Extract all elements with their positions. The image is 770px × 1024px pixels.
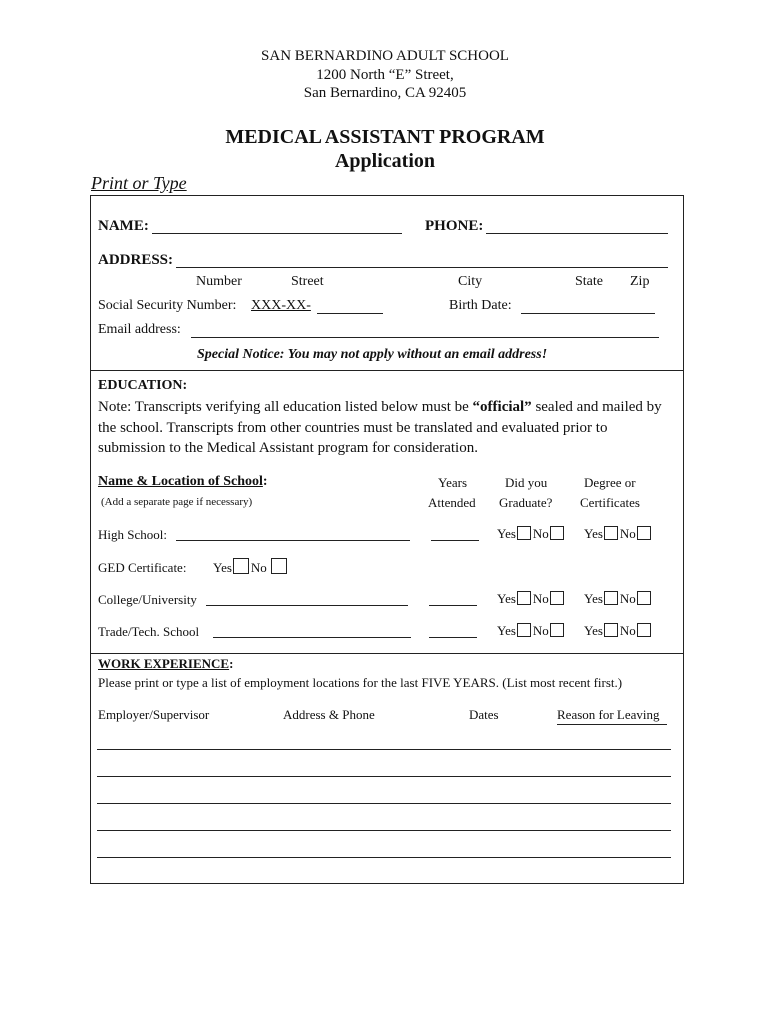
college-label: College/University [98, 592, 197, 607]
high-school-graduate-yes-checkbox[interactable] [517, 526, 531, 540]
address-field[interactable] [176, 267, 668, 268]
college-degree-options [584, 591, 653, 607]
address-state-caption: State [575, 274, 603, 289]
no-label: No [619, 526, 636, 541]
birth-date-label: Birth Date: [449, 298, 512, 313]
no-label: No [250, 560, 267, 575]
work-entry-line[interactable] [97, 803, 671, 804]
print-or-type-label: Print or Type [91, 173, 187, 193]
address-city-caption: City [458, 274, 483, 289]
employer-column-header: Employer/Supervisor [98, 707, 210, 722]
ged-no-checkbox[interactable] [271, 558, 287, 574]
college-degree-no-checkbox[interactable] [637, 591, 651, 605]
no-label: No [619, 623, 636, 638]
school-name: SAN BERNARDINO ADULT SCHOOL [261, 48, 509, 64]
high-school-years-field[interactable] [431, 540, 479, 541]
address-number-caption: Number [196, 274, 242, 289]
ged-label: GED Certificate: [98, 560, 187, 575]
work-entry-line[interactable] [97, 830, 671, 831]
address-column-header: Address & Phone [283, 707, 375, 722]
email-label: Email address: [98, 322, 181, 337]
form-title: Application [334, 150, 436, 172]
ssn-prefix: XXX-XX- [251, 298, 311, 313]
trade-school-years-field[interactable] [429, 637, 477, 638]
school-address-line1: 1200 North “E” Street, [316, 67, 454, 83]
school-column-heading [98, 474, 268, 490]
college-years-field[interactable] [429, 605, 477, 606]
program-title: MEDICAL ASSISTANT PROGRAM [225, 126, 545, 148]
work-entry-line[interactable] [97, 857, 671, 858]
trade-graduate-options [497, 623, 566, 639]
college-degree-yes-checkbox[interactable] [604, 591, 618, 605]
graduate-header-line2: Graduate? [499, 495, 553, 510]
yes-label: Yes [584, 526, 603, 541]
name-label: NAME: [98, 218, 149, 234]
special-notice: Special Notice: You may not apply without an email address! [197, 347, 548, 362]
graduate-header-line1: Did you [505, 475, 548, 490]
phone-label: PHONE: [425, 218, 484, 234]
yes-label: Yes [213, 560, 232, 575]
trade-degree-no-checkbox[interactable] [637, 623, 651, 637]
education-note-line3: submission to the Medical Assistant program for consideration. [98, 440, 478, 456]
ssn-label: Social Security Number: [98, 298, 237, 313]
section-divider-work [90, 653, 684, 654]
work-experience-instruction: Please print or type a list of employment locations for the last FIVE YEARS. (List most recent first.) [98, 675, 623, 690]
trade-school-name-field[interactable] [213, 637, 411, 638]
high-school-graduate-no-checkbox[interactable] [550, 526, 564, 540]
trade-school-label: Trade/Tech. School [98, 624, 200, 639]
education-note-emphasis: “official” [472, 399, 532, 415]
no-label: No [532, 591, 549, 606]
trade-graduate-no-checkbox[interactable] [550, 623, 564, 637]
yes-label: Yes [497, 623, 516, 638]
work-experience-heading [98, 656, 233, 672]
dates-column-header: Dates [469, 707, 499, 722]
no-label: No [532, 623, 549, 638]
work-entry-line[interactable] [97, 749, 671, 750]
education-heading: EDUCATION: [98, 378, 188, 393]
college-graduate-yes-checkbox[interactable] [517, 591, 531, 605]
high-school-graduate-options [497, 526, 566, 542]
yes-label: Yes [584, 623, 603, 638]
address-street-caption: Street [291, 274, 324, 289]
yes-label: Yes [497, 526, 516, 541]
degree-header-line1: Degree or [584, 475, 636, 490]
high-school-degree-options [584, 526, 653, 542]
college-graduate-options [497, 591, 566, 607]
trade-graduate-yes-checkbox[interactable] [517, 623, 531, 637]
high-school-name-field[interactable] [176, 540, 410, 541]
school-column-heading-text: Name & Location of School [98, 474, 263, 489]
email-field[interactable] [191, 337, 659, 338]
high-school-degree-yes-checkbox[interactable] [604, 526, 618, 540]
years-header-line2: Attended [428, 495, 476, 510]
ged-options [213, 558, 289, 576]
work-experience-heading-text: WORK EXPERIENCE [98, 656, 230, 671]
education-note [98, 397, 678, 459]
school-column-subheading: (Add a separate page if necessary) [101, 496, 253, 508]
name-field[interactable] [152, 233, 402, 234]
no-label: No [532, 526, 549, 541]
school-address-line2: San Bernardino, CA 92405 [303, 85, 467, 101]
no-label: No [619, 591, 636, 606]
reason-header-underline [557, 724, 667, 725]
work-entry-line[interactable] [97, 776, 671, 777]
address-zip-caption: Zip [630, 274, 650, 289]
phone-field[interactable] [486, 233, 668, 234]
degree-header-line2: Certificates [580, 495, 640, 510]
section-divider-education [90, 370, 684, 371]
address-label: ADDRESS: [98, 252, 174, 268]
years-header-line1: Years [438, 475, 468, 490]
college-graduate-no-checkbox[interactable] [550, 591, 564, 605]
reason-column-header: Reason for Leaving [557, 707, 660, 722]
education-note-line1-end: sealed and mailed by [531, 399, 662, 415]
education-note-prefix: Note: Transcripts verifying all education listed below must be [98, 399, 473, 415]
high-school-degree-no-checkbox[interactable] [637, 526, 651, 540]
work-experience-heading-colon: : [229, 656, 234, 671]
ssn-field[interactable] [317, 313, 383, 314]
trade-degree-options [584, 623, 653, 639]
education-note-line2: the school. Transcripts from other countries must be translated and evaluated prior to [98, 419, 608, 436]
college-name-field[interactable] [206, 605, 408, 606]
yes-label: Yes [584, 591, 603, 606]
school-column-heading-colon: : [262, 474, 268, 489]
trade-degree-yes-checkbox[interactable] [604, 623, 618, 637]
high-school-label: High School: [98, 527, 167, 542]
yes-label: Yes [497, 591, 516, 606]
birth-date-field[interactable] [521, 313, 655, 314]
ged-yes-checkbox[interactable] [233, 558, 249, 574]
